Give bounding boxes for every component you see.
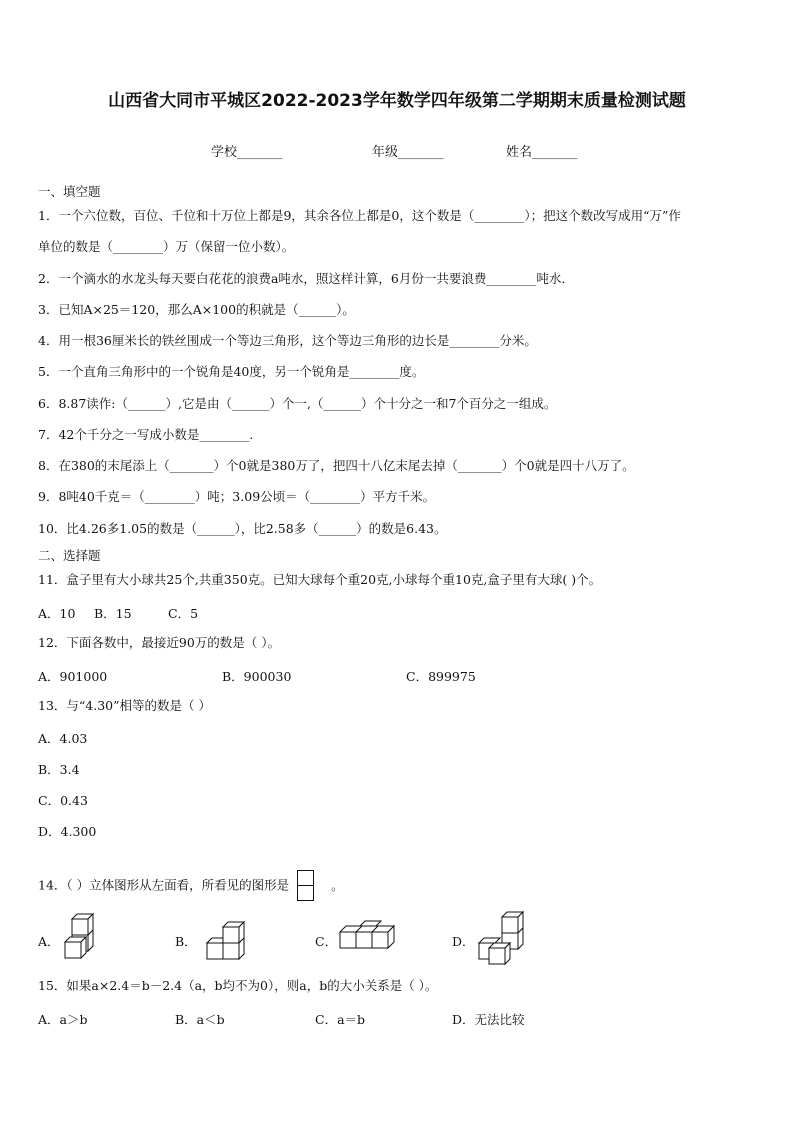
name-field: 姓名_______	[506, 145, 578, 160]
question-12: 12．下面各数中，最接近90万的数是（ ）。	[38, 635, 281, 650]
q15-option-b: B．a＜b	[175, 1012, 225, 1027]
grade-field: 年级_______	[372, 145, 444, 160]
q14-option-b: B．	[175, 934, 197, 949]
q13-option-a: A．4.03	[38, 731, 88, 746]
cube-figure-a	[62, 912, 96, 960]
question-10: 10．比4.26多1.05的数是（______），比2.58多（______）的数是6.43。	[38, 521, 447, 536]
q13-option-b: B．3.4	[38, 762, 80, 777]
question-13: 13．与“4.30”相等的数是（ ）	[38, 698, 211, 713]
school-field: 学校_______	[211, 145, 283, 160]
page-title: 山西省大同市平城区2022-2023学年数学四年级第二学期期末质量检测试题	[108, 91, 686, 111]
cube-figure-b	[203, 918, 247, 960]
section-fill-title: 一、填空题	[38, 184, 101, 199]
q15-option-d: D．无法比较	[452, 1012, 525, 1027]
cube-figure-c	[338, 920, 400, 954]
q15-option-a: A．a＞b	[38, 1012, 88, 1027]
question-1-line-1: 1．一个六位数，百位、千位和十万位上都是9，其余各位上都是0，这个数是（________）；把这个数改写成用“万”作	[38, 208, 681, 223]
q14-option-c: C．	[315, 934, 338, 949]
question-14	[38, 870, 344, 902]
question-14-text: 14．（ ）立体图形从左面看，所看见的图形是	[38, 877, 290, 893]
question-4: 4．用一根36厘米长的铁丝围成一个等边三角形，这个等边三角形的边长是________分米。	[38, 333, 537, 348]
q11-option-a: A．10	[38, 606, 76, 621]
question-7: 7．42个千分之一写成小数是________.	[38, 427, 254, 442]
question-6: 6．8.87读作:（______）,它是由（______）个一,（______）个十分之一和7个百分之一组成。	[38, 396, 557, 411]
q15-option-c: C．a＝b	[315, 1012, 366, 1027]
question-1-line-2: 单位的数是（________）万（保留一位小数）。	[38, 239, 295, 254]
q14-option-a: A．	[38, 934, 60, 949]
left-view-figure	[297, 870, 315, 902]
question-5: 5．一个直角三角形中的一个锐角是40度，另一个锐角是________度。	[38, 364, 425, 379]
q12-option-c: C．899975	[406, 669, 476, 684]
question-11: 11．盒子里有大小球共25个,共重350克。已知大球每个重20克,小球每个重10克,盒子里有大球( )个。	[38, 572, 602, 587]
section-choice-title: 二、选择题	[38, 548, 101, 563]
cube-figure-d	[476, 910, 528, 966]
question-3: 3．已知A×25＝120，那么A×100的积就是（______）。	[38, 302, 355, 317]
q13-option-d: D．4.300	[38, 824, 97, 839]
q12-option-a: A．901000	[38, 669, 108, 684]
q14-option-d: D．	[452, 934, 475, 949]
question-9: 9．8吨40千克＝（________）吨；3.09公顷＝（________）平方千米。	[38, 489, 436, 504]
q11-option-b: B．15	[94, 606, 132, 621]
question-14-end: 。	[331, 877, 344, 893]
q12-option-b: B．900030	[222, 669, 292, 684]
q13-option-c: C．0.43	[38, 793, 88, 808]
question-8: 8．在380的末尾添上（_______）个0就是380万了，把四十八亿末尾去掉（_______）个0就是四十八万了。	[38, 458, 635, 473]
question-15: 15．如果a×2.4＝b－2.4（a，b均不为0），则a，b的大小关系是（ ）。	[38, 978, 438, 993]
question-2: 2．一个滴水的水龙头每天要白花花的浪费a吨水，照这样计算，6月份一共要浪费________吨水．	[38, 271, 574, 286]
q11-option-c: C．5	[168, 606, 199, 621]
